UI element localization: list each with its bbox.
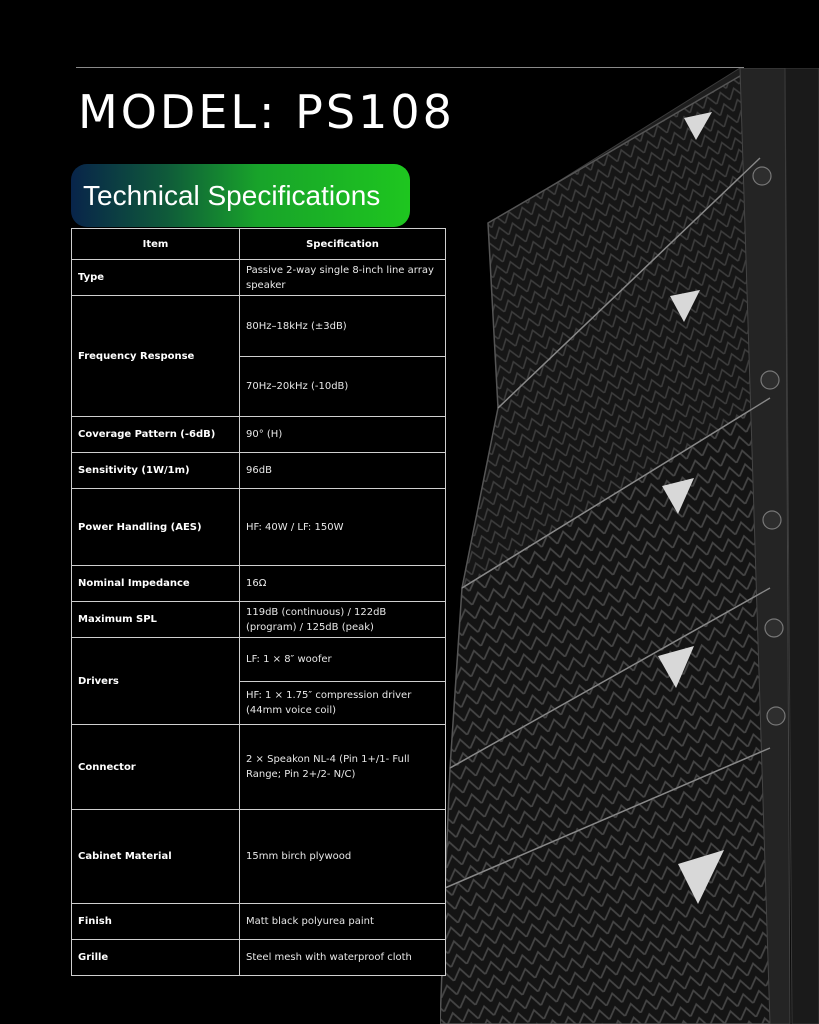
row-value-impedance: 16Ω	[240, 566, 446, 602]
row-value-sensitivity: 96dB	[240, 453, 446, 489]
row-value-finish: Matt black polyurea paint	[240, 904, 446, 940]
row-label-finish: Finish	[72, 904, 240, 940]
row-label-grille: Grille	[72, 940, 240, 976]
row-value-cabinet-material: 15mm birch plywood	[240, 810, 446, 904]
model-title: MODEL: PS108	[78, 85, 455, 139]
table-row	[72, 638, 446, 682]
row-value-connector: 2 × Speakon NL-4 (Pin 1+/1- Full Range; Pin 2+/2- N/C)	[240, 725, 446, 810]
section-heading: Technical Specifications	[83, 179, 381, 211]
table-row	[72, 940, 446, 976]
row-label-drivers: Drivers	[72, 638, 240, 725]
table-header-row	[72, 229, 446, 260]
table-row	[72, 260, 446, 296]
row-label-power-handling: Power Handling (AES)	[72, 489, 240, 566]
table-row	[72, 296, 446, 357]
table-row	[72, 904, 446, 940]
table-row	[72, 417, 446, 453]
row-label-frequency-response: Frequency Response	[72, 296, 240, 417]
row-value-type: Passive 2-way single 8-inch line array speaker	[240, 260, 446, 296]
row-value-frequency-response-1: 80Hz–18kHz (±3dB)	[240, 296, 446, 357]
header-item: Item	[72, 229, 240, 260]
row-label-max-spl: Maximum SPL	[72, 602, 240, 638]
table-row	[72, 602, 446, 638]
row-value-grille: Steel mesh with waterproof cloth	[240, 940, 446, 976]
row-label-impedance: Nominal Impedance	[72, 566, 240, 602]
row-label-cabinet-material: Cabinet Material	[72, 810, 240, 904]
header-specification: Specification	[240, 229, 446, 260]
technical-specifications-banner	[71, 164, 410, 227]
table-row	[72, 453, 446, 489]
row-label-type: Type	[72, 260, 240, 296]
row-value-drivers-2: HF: 1 × 1.75″ compression driver (44mm voice coil)	[240, 682, 446, 725]
row-value-coverage: 90° (H)	[240, 417, 446, 453]
spec-table	[71, 228, 446, 976]
row-label-connector: Connector	[72, 725, 240, 810]
row-value-max-spl: 119dB (continuous) / 122dB (program) / 125dB (peak)	[240, 602, 446, 638]
table-row	[72, 725, 446, 810]
row-label-coverage: Coverage Pattern (-6dB)	[72, 417, 240, 453]
row-value-power-handling: HF: 40W / LF: 150W	[240, 489, 446, 566]
row-label-sensitivity: Sensitivity (1W/1m)	[72, 453, 240, 489]
table-row	[72, 489, 446, 566]
row-value-drivers-1: LF: 1 × 8″ woofer	[240, 638, 446, 682]
table-row	[72, 810, 446, 904]
table-row	[72, 566, 446, 602]
speaker-array-image	[440, 68, 819, 1024]
row-value-frequency-response-2: 70Hz–20kHz (-10dB)	[240, 357, 446, 417]
